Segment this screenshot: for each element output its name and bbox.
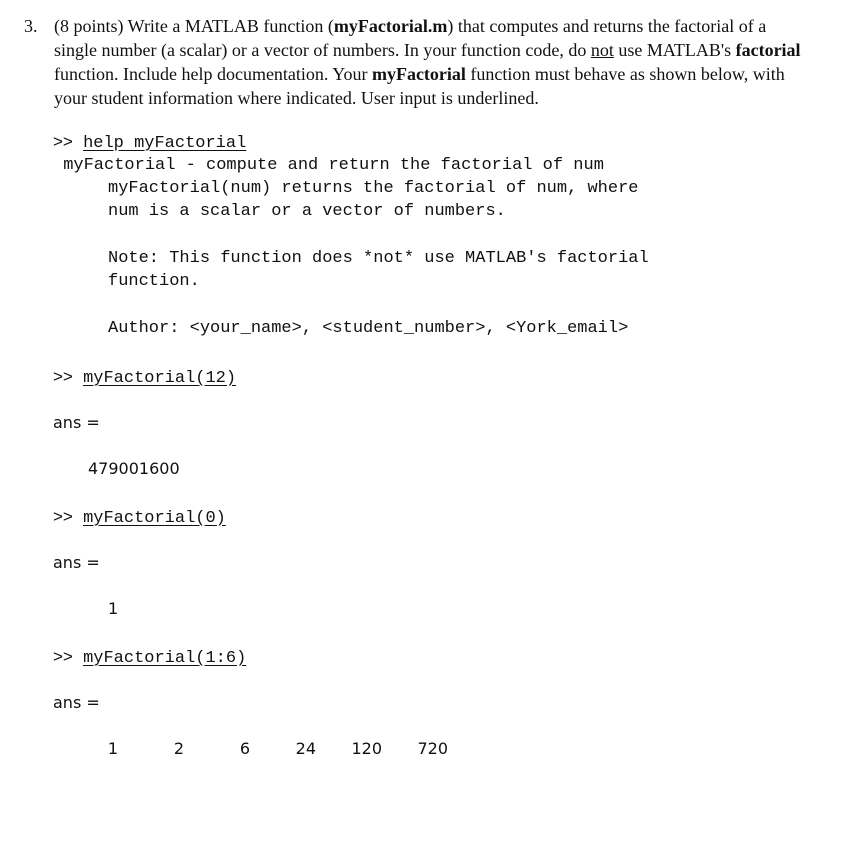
function-name: myFactorial: [371, 64, 466, 84]
command-prompt: >>: [53, 367, 73, 386]
note-line-2: function.: [108, 272, 200, 291]
question-text-part: ) that computes and returns the factorial of a single number (a scalar) or a vector of numbers. In your function code, do: [54, 16, 767, 60]
help-line-3: num is a scalar or a vector of numbers.: [108, 202, 506, 221]
help-command-input: help myFactorial: [83, 134, 247, 153]
result-1: 479001600: [88, 459, 180, 478]
vector-element: 24: [295, 739, 316, 758]
ans-label-3: ans =: [53, 693, 100, 712]
question-text-part: function. Include help documentation. Your: [54, 64, 372, 84]
vector-element: 2: [173, 739, 184, 758]
function-file-name: myFactorial.m: [333, 16, 448, 36]
result-2: 1: [108, 599, 119, 618]
command-input-3: myFactorial(1:6): [83, 649, 247, 668]
command-input-1: myFactorial(12): [83, 369, 237, 388]
factorial-word: factorial: [735, 40, 801, 60]
help-line-2: myFactorial(num) returns the factorial of num, where: [108, 179, 639, 198]
note-line-1: Note: This function does *not* use MATLAB's factorial: [108, 249, 649, 268]
command-input-2: myFactorial(0): [83, 509, 226, 528]
help-command-line: [53, 132, 246, 154]
ans-label-2: ans =: [53, 553, 100, 572]
command-line-2: [53, 507, 226, 529]
question-text-part: use MATLAB's: [613, 40, 736, 60]
question-text-part: (8 points) Write a MATLAB function (: [54, 16, 334, 36]
author-line: Author: <your_name>, <student_number>, <York_email>: [108, 319, 629, 338]
command-prompt: >>: [53, 507, 73, 526]
emphasis-not: not: [590, 40, 614, 60]
vector-element: 720: [417, 739, 448, 758]
vector-element: 1: [107, 739, 118, 758]
vector-element: 120: [351, 739, 382, 758]
command-prompt: >>: [53, 647, 73, 666]
command-line-1: [53, 367, 236, 389]
help-line-1: myFactorial - compute and return the factorial of num: [53, 156, 604, 175]
ans-label-1: ans =: [53, 413, 100, 432]
question-text: [54, 14, 804, 110]
command-prompt: >>: [53, 132, 73, 151]
question-number: 3.: [24, 16, 38, 36]
question-text-part: function must behave as shown below, with your student information where indicated. User input is underlined.: [54, 64, 785, 108]
vector-element: 6: [239, 739, 250, 758]
command-line-3: [53, 647, 246, 669]
question-paragraph: [24, 14, 804, 110]
